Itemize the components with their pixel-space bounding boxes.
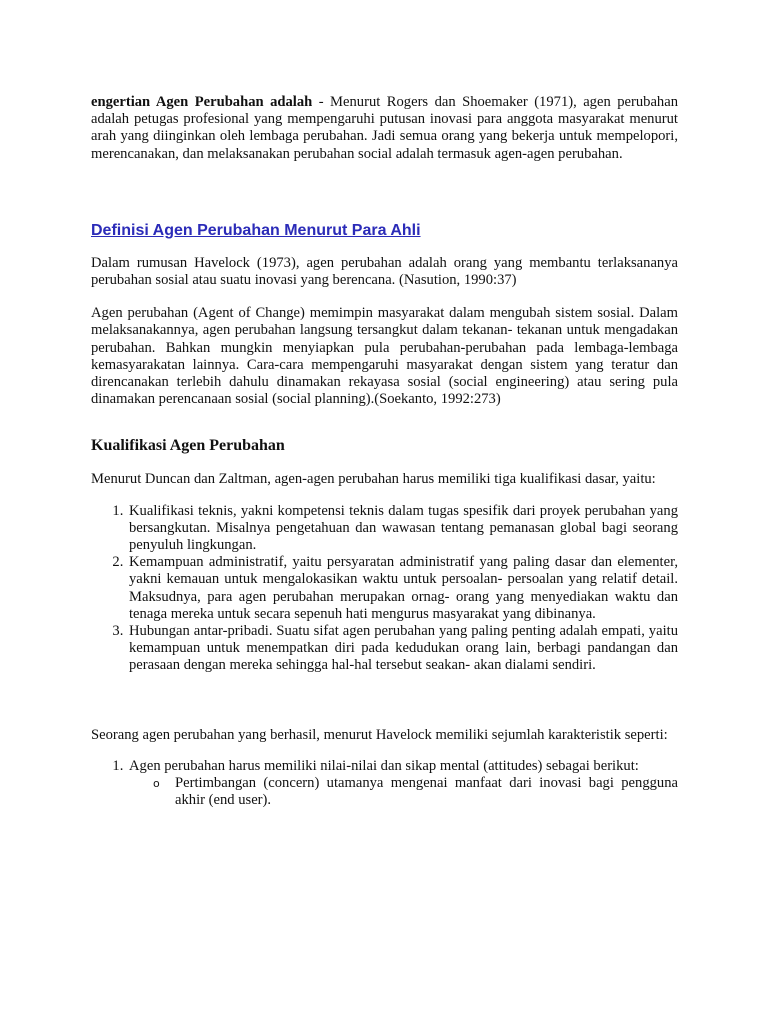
qualification-list (91, 503, 678, 675)
paragraph-agent-of-change: Agen perubahan (Agent of Change) memimpin masyarakat dalam mengubah sistem sosial. Dalam melaksanakannya, agen perubahan langsung tersangkut dalam tekanan- tekanan untuk mengadakan perubahan. Bahkan mungkin menyiapkan pula perubahan-perubahan pada lembaga-lembaga kemasyarakatan lainnya. Cara-cara mempengaruhi masyarakat dengan sistem yang teratur dan direncanakan terlebih dahulu dinamakan rekayasa sosial (social engineering) atau sering pula dinamakan perencanaan sosial (social planning).(Soekanto, 1992:273) (91, 305, 678, 408)
sub-list-item-text: Pertimbangan (concern) utamanya mengenai manfaat dari inovasi bagi pengguna akhir (end user). (175, 775, 678, 809)
section-heading-kualifikasi: Kualifikasi Agen Perubahan (91, 437, 285, 455)
paragraph-havelock: Dalam rumusan Havelock (1973), agen perubahan adalah orang yang membantu terlaksananya perubahan sosial atau suatu inovasi yang berencana. (Nasution, 1990:37) (91, 254, 678, 289)
intro-paragraph (91, 94, 678, 163)
spacer (91, 675, 678, 727)
list-item: 2. Kemampuan administratif, yaitu persyaratan administratif yang paling dasar dan elementer, yakni kemauan untuk mengalokasikan waktu untuk persoalan- persoalan yang relatif detail. Maksudnya, para agen perubahan merupakan ornag- orang yang menyediakan waktu dan tenaga mereka untuk secara sepenuh hati mengurus masyarakat yang dibinanya. (127, 554, 678, 623)
paragraph-duncan-zaltman: Menurut Duncan dan Zaltman, agen-agen perubahan harus memiliki tiga kualifikasi dasar, yaitu: (91, 471, 656, 488)
intro-text: - Menurut Rogers dan Shoemaker (1971), agen perubahan adalah petugas profesional yang mempengaruhi putusan inovasi para anggota masyarakat menurut arah yang diinginkan oleh lembaga perubahan. Jadi semua orang yang bekerja untuk mempelopori, merencanakan, dan melaksanakan perubahan social adalah termasuk agen-agen perubahan. (91, 94, 678, 162)
sub-list-item (153, 775, 678, 809)
sub-list (129, 775, 678, 809)
document-page (91, 94, 678, 809)
characteristics-list (91, 758, 678, 810)
paragraph-havelock-characteristics: Seorang agen perubahan yang berhasil, menurut Havelock memiliki sejumlah karakteristik seperti: (91, 726, 668, 743)
list-item-text: Agen perubahan harus memiliki nilai-nilai dan sikap mental (attitudes) sebagai berikut: (129, 757, 639, 774)
list-item (127, 758, 678, 810)
circle-bullet-icon: o (153, 777, 160, 791)
section-heading-definisi[interactable]: Definisi Agen Perubahan Menurut Para Ahli (91, 221, 421, 239)
list-item: 1. Kualifikasi teknis, yakni kompetensi teknis dalam tugas spesifik dari proyek perubahan yang bersangkutan. Misalnya pengetahuan dan wawasan tentang pemanasan global bagi seorang penyuluh lingkungan. (127, 503, 678, 555)
intro-bold-lead: engertian Agen Perubahan adalah (91, 94, 313, 110)
list-item: 3. Hubungan antar-pribadi. Suatu sifat agen perubahan yang paling penting adalah empati, yaitu kemampuan untuk menempatkan diri pada kedudukan orang lain, berbagi pandangan dan perasaan dengan mereka sehingga hal-hal tersebut seakan- akan dialami sendiri. (127, 623, 678, 675)
